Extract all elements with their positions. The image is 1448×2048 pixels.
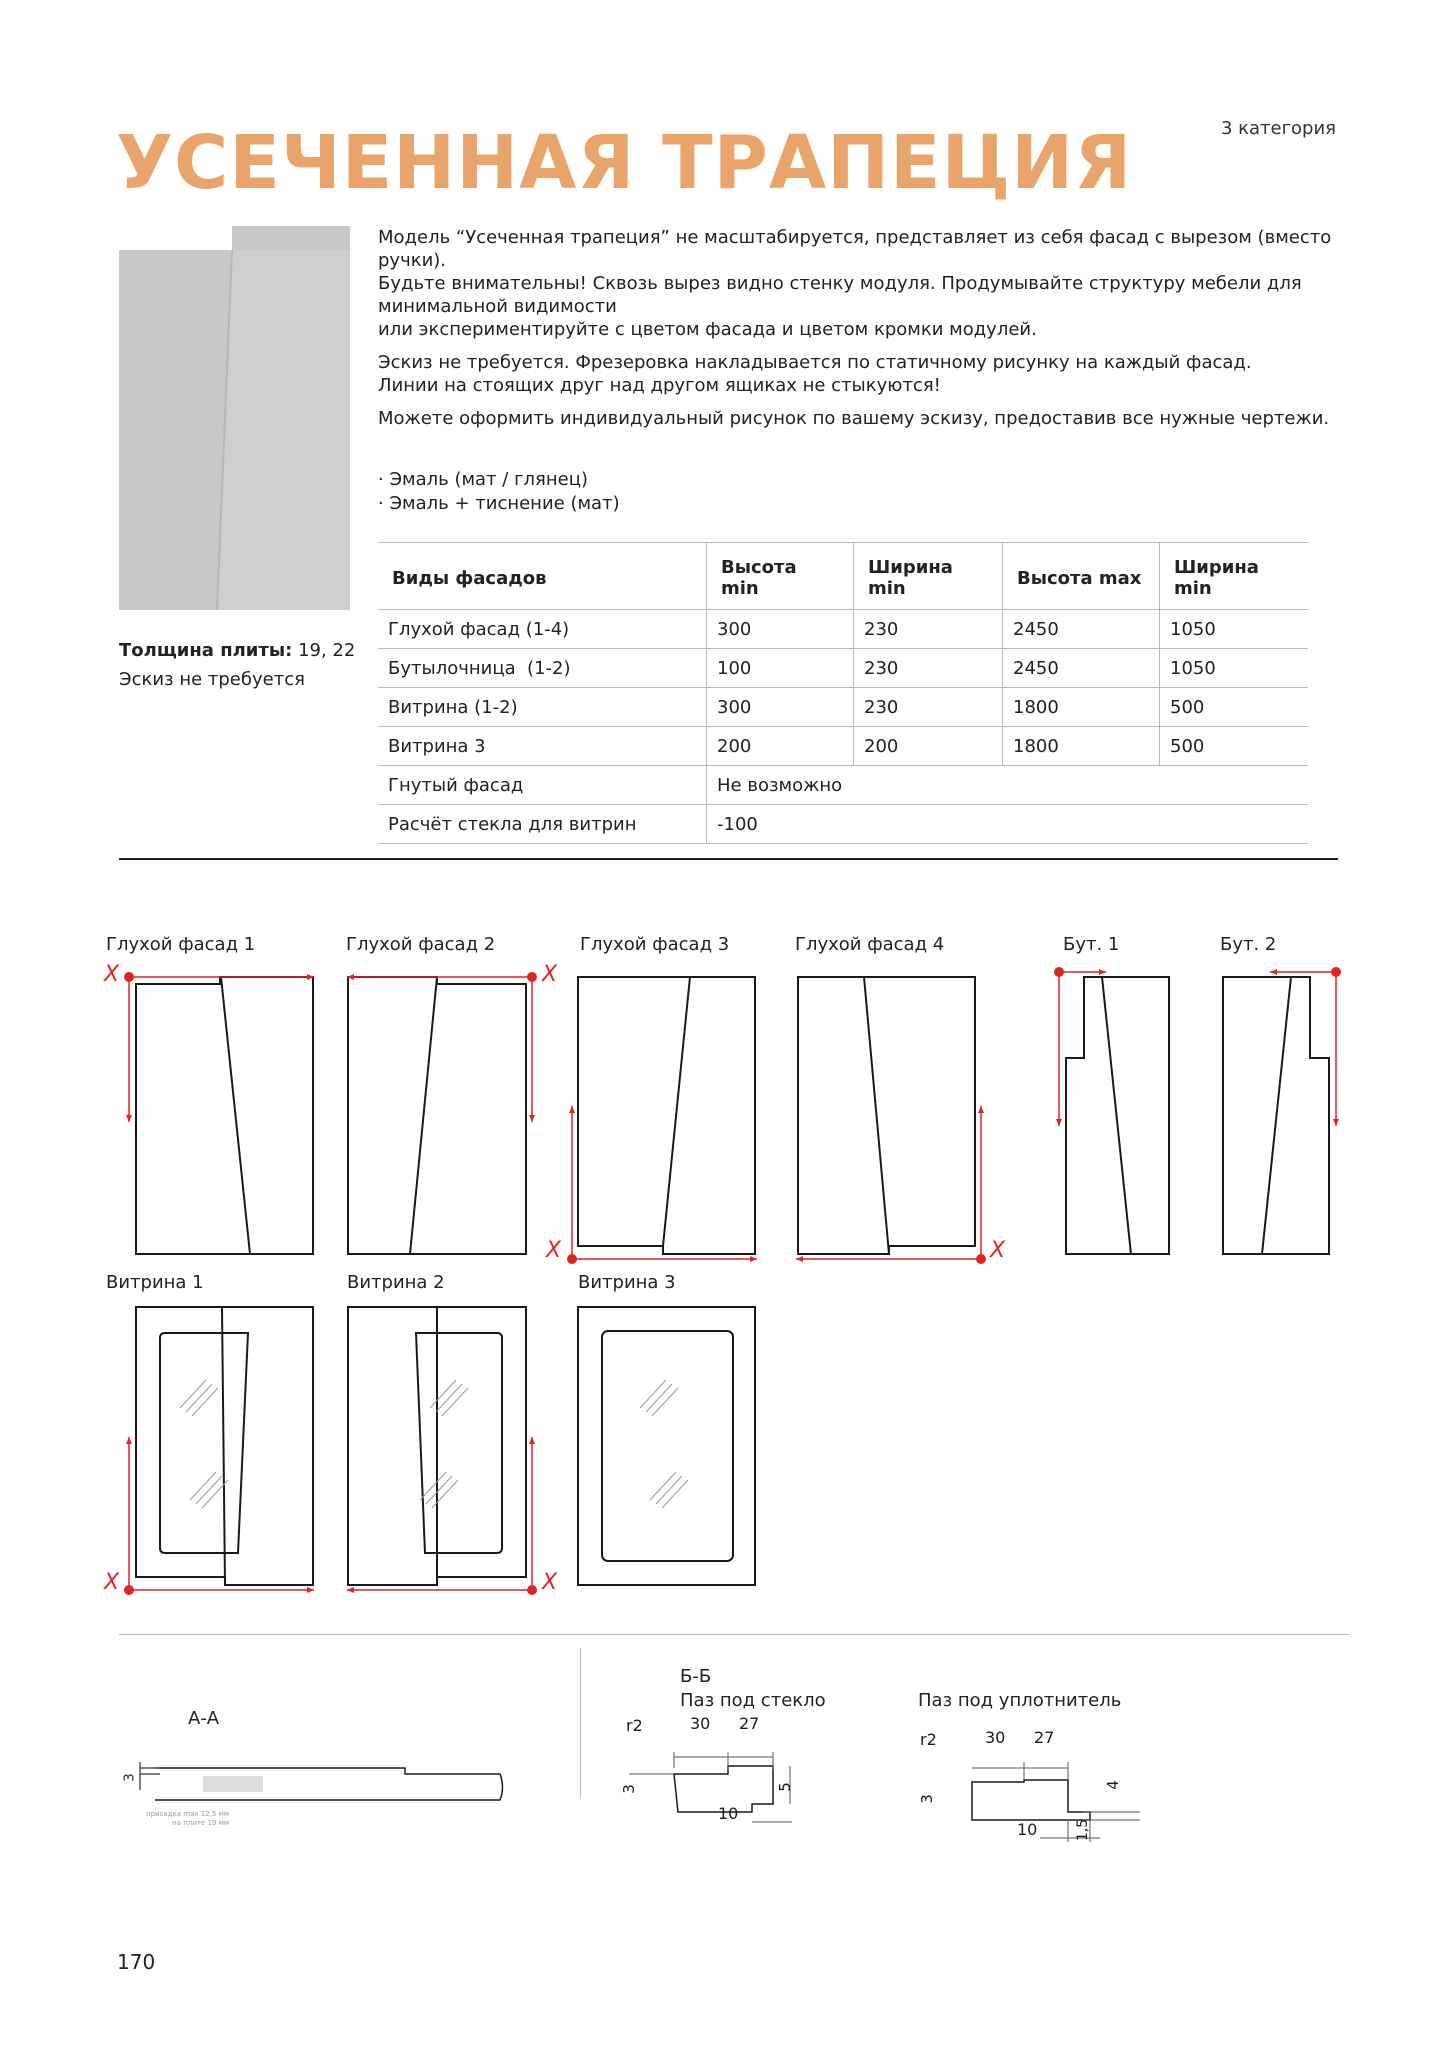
- section-bb-glass: [629, 1752, 792, 1822]
- dimension-label: 27: [739, 1714, 760, 1733]
- drawing-label: Витрина 2: [347, 1272, 445, 1293]
- section-divider-vertical: [580, 1648, 581, 1798]
- drawing-showcase-2: [348, 1307, 526, 1585]
- table-row: [378, 688, 1308, 727]
- x-mark: X: [990, 1238, 1006, 1263]
- finish-item: · Эмаль + тиснение (мат): [378, 493, 620, 514]
- drawing-bottle-1: [1066, 977, 1169, 1254]
- description-paragraph-1: [378, 226, 1338, 341]
- product-photo-drawing: [119, 226, 350, 610]
- dimension-label: 3: [619, 1784, 638, 1794]
- page-title: УСЕЧЕННАЯ ТРАПЕЦИЯ: [116, 120, 1133, 206]
- description-paragraph-2: [378, 351, 1338, 397]
- dimension-label: 5: [775, 1782, 794, 1792]
- section-aa-label: А-А: [188, 1708, 220, 1729]
- dimension-label: r2: [626, 1716, 643, 1735]
- table-row: [378, 610, 1308, 649]
- table-cell: Расчёт стекла для витрин: [378, 805, 707, 844]
- section-bb-label: Б-Б: [680, 1666, 712, 1687]
- dimension-label: 3: [122, 1773, 138, 1782]
- description: [378, 226, 1338, 440]
- finishes-list: [378, 468, 620, 516]
- table-row: [378, 727, 1308, 766]
- table-header-row: [378, 543, 1308, 610]
- dimension-label: 30: [690, 1714, 711, 1733]
- table-cell: 500: [1160, 727, 1309, 766]
- description-paragraph-3: Можете оформить индивидуальный рисунок по вашему эскизу, предоставив все нужные чертежи.: [378, 408, 1330, 429]
- page-number: 170: [117, 1950, 156, 1974]
- drawing-label: Витрина 1: [106, 1272, 204, 1293]
- dimension-marks: [124, 967, 1341, 1595]
- table-cell: 1800: [1003, 688, 1160, 727]
- description-line: Эскиз не требуется. Фрезеровка накладывается по статичному рисунку на каждый фасад.: [378, 352, 1252, 373]
- drawing-label: Бут. 2: [1220, 934, 1277, 955]
- specs-block: [119, 636, 355, 694]
- seal-groove-label: Паз под уплотнитель: [918, 1690, 1122, 1711]
- dimension-label: 4: [1103, 1780, 1122, 1790]
- drawing-label: Глухой фасад 2: [346, 934, 496, 955]
- aa-note-line: на плите 19 мм: [172, 1819, 230, 1827]
- table-cell: 300: [707, 688, 854, 727]
- description-line: Модель “Усеченная трапеция” не масштабируется, представляет из себя фасад с вырезом (вместо: [378, 227, 1332, 248]
- x-mark: X: [104, 1570, 120, 1595]
- x-mark: X: [546, 1238, 562, 1263]
- section-divider: [119, 858, 1338, 860]
- finish-item: · Эмаль (мат / глянец): [378, 469, 588, 490]
- dimension-label: 30: [985, 1728, 1006, 1747]
- table-cell: 1800: [1003, 727, 1160, 766]
- aa-note-line: присадка max 12,5 мм: [146, 1810, 230, 1818]
- dimension-label: 3: [917, 1794, 936, 1804]
- description-line: Будьте внимательны! Сквозь вырез видно стенку модуля. Продумывайте структуру мебели для: [378, 273, 1302, 294]
- drawing-label: Глухой фасад 3: [580, 934, 730, 955]
- table-cell: Витрина (1-2): [378, 688, 707, 727]
- table-cell: 100: [707, 649, 854, 688]
- x-mark: X: [542, 962, 558, 987]
- drawing-label: Глухой фасад 1: [106, 934, 256, 955]
- table-cell: 300: [707, 610, 854, 649]
- aa-note: [146, 1810, 229, 1828]
- category-label: 3 категория: [1220, 118, 1336, 139]
- table-cell: 1050: [1160, 649, 1309, 688]
- table-cell: 230: [854, 688, 1003, 727]
- drawing-showcase-3: [578, 1307, 755, 1585]
- table-cell: Не возможно: [707, 766, 1309, 805]
- column-header: Высота min: [707, 543, 854, 610]
- glass-hatch: [180, 1380, 688, 1508]
- section-divider-thin: [119, 1634, 1349, 1635]
- description-line: или экспериментируйте с цветом фасада и цветом кромки модулей.: [378, 319, 1037, 340]
- drawing-facade-4: [798, 977, 975, 1254]
- table-cell: Бутылочница (1-2): [378, 649, 707, 688]
- table-cell: 200: [854, 727, 1003, 766]
- dimension-label: 1,5: [1075, 1818, 1092, 1842]
- dimension-label: 10: [718, 1804, 739, 1823]
- drawing-showcase-1: [136, 1307, 313, 1585]
- drawing-label: Бут. 1: [1063, 934, 1120, 955]
- column-header: Ширина min: [1160, 543, 1309, 610]
- dimension-label: r2: [920, 1730, 937, 1749]
- x-mark: X: [542, 1570, 558, 1595]
- drawing-facade-1: [136, 977, 313, 1254]
- table-cell: Витрина 3: [378, 727, 707, 766]
- table-cell: 1050: [1160, 610, 1309, 649]
- thickness-label: Толщина плиты:: [119, 640, 293, 661]
- thickness-line: [119, 636, 355, 665]
- table-row: [378, 805, 1308, 844]
- table-cell: -100: [707, 805, 1309, 844]
- glass-groove-label: Паз под стекло: [680, 1690, 826, 1711]
- drawing-label: Витрина 3: [578, 1272, 676, 1293]
- description-line: Линии на стоящих друг над другом ящиках не стыкуются!: [378, 375, 941, 396]
- column-header: Ширина min: [854, 543, 1003, 610]
- facade-table: [378, 542, 1308, 844]
- table-row: [378, 649, 1308, 688]
- sketch-note: Эскиз не требуется: [119, 669, 305, 690]
- table-cell: Гнутый фасад: [378, 766, 707, 805]
- drawing-facade-3: [578, 977, 755, 1254]
- table-cell: 500: [1160, 688, 1309, 727]
- thickness-value: 19, 22: [298, 640, 356, 661]
- column-header: Виды фасадов: [378, 543, 707, 610]
- column-header: Высота max: [1003, 543, 1160, 610]
- description-line: минимальной видимости: [378, 296, 617, 317]
- table-cell: 230: [854, 649, 1003, 688]
- table-row: [378, 766, 1308, 805]
- x-mark: X: [104, 962, 120, 987]
- product-photo: [119, 226, 350, 610]
- table-cell: 2450: [1003, 610, 1160, 649]
- table-cell: 200: [707, 727, 854, 766]
- drawing-bottle-2: [1223, 977, 1329, 1254]
- table-cell: 230: [854, 610, 1003, 649]
- drawing-label: Глухой фасад 4: [795, 934, 945, 955]
- dimension-label: 10: [1017, 1820, 1038, 1839]
- description-line: ручки).: [378, 250, 447, 271]
- drawing-facade-2: [348, 977, 526, 1254]
- dimension-label: 27: [1034, 1728, 1055, 1747]
- section-seal: [972, 1762, 1140, 1842]
- table-cell: Глухой фасад (1-4): [378, 610, 707, 649]
- section-aa: [140, 1762, 503, 1800]
- table-cell: 2450: [1003, 649, 1160, 688]
